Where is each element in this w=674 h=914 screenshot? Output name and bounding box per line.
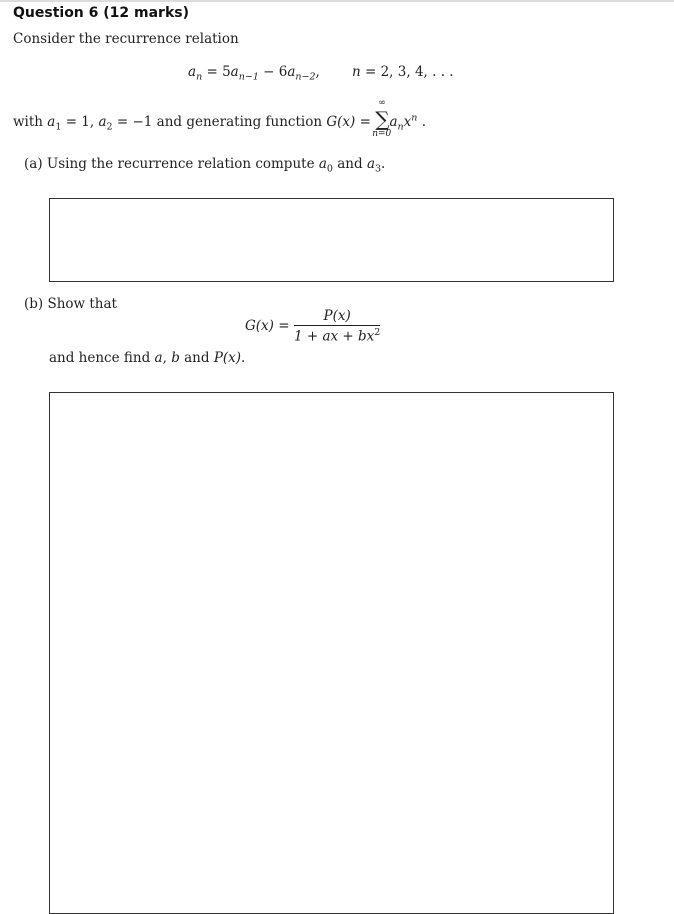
a1-value: = 1, bbox=[61, 114, 99, 130]
a3-sub: 3 bbox=[375, 163, 382, 175]
a0-var: a bbox=[318, 156, 327, 172]
range-values: = 2, 3, 4, . . . bbox=[360, 64, 454, 80]
summation bbox=[372, 98, 392, 139]
sum-term-sub: n bbox=[397, 121, 404, 133]
rec-minus: − 6 bbox=[258, 64, 288, 80]
answer-box-part-b[interactable] bbox=[49, 392, 614, 914]
with-text: with bbox=[13, 114, 48, 130]
fraction-numerator bbox=[294, 308, 380, 326]
sigma-symbol: ∑ bbox=[375, 107, 390, 131]
generating-function-name: G(x) bbox=[326, 114, 356, 130]
rec-term1-sub: n−1 bbox=[238, 71, 259, 83]
gen-equals: = bbox=[355, 114, 376, 130]
part-a-label: (a) Using the recurrence relation compute bbox=[24, 156, 319, 172]
fraction-denominator bbox=[294, 326, 380, 345]
sum-term-exp: n bbox=[411, 112, 418, 124]
rec-term2-var: a bbox=[287, 64, 296, 80]
part-a-prompt bbox=[24, 156, 385, 175]
hence-b: b bbox=[171, 350, 180, 366]
a2-var: a bbox=[98, 114, 107, 130]
intro-text: Consider the recurrence relation bbox=[13, 31, 239, 47]
a2-value: = −1 and generating function bbox=[112, 114, 327, 130]
a3-var: a bbox=[366, 156, 375, 172]
rec-lhs-var: a bbox=[188, 64, 197, 80]
rec-term1-var: a bbox=[230, 64, 239, 80]
hence-p: P(x) bbox=[213, 350, 242, 366]
rec-equals: = 5 bbox=[202, 64, 231, 80]
sum-term-x: x bbox=[403, 114, 412, 130]
part-b-prompt: (b) Show that bbox=[24, 296, 117, 312]
a0-sub: 0 bbox=[326, 163, 333, 175]
sum-term-var: a bbox=[389, 114, 398, 130]
hence-comma: , bbox=[162, 350, 172, 366]
rec-lhs-sub: n bbox=[196, 71, 203, 83]
hence-a: a bbox=[154, 350, 163, 366]
a1-sub: 1 bbox=[55, 121, 62, 133]
recurrence-range bbox=[352, 64, 454, 80]
hence-and: and bbox=[179, 350, 214, 366]
top-rule bbox=[0, 0, 674, 2]
hence-prefix: and hence find bbox=[49, 350, 155, 366]
part-a-and: and bbox=[332, 156, 367, 172]
part-b-lhs bbox=[245, 318, 290, 334]
numerator-text: P(x) bbox=[323, 308, 351, 324]
sum-lower-limit: n=0 bbox=[372, 129, 392, 139]
a1-var: a bbox=[47, 114, 56, 130]
question-heading: Question 6 (12 marks) bbox=[13, 5, 189, 21]
hence-end: . bbox=[241, 350, 246, 366]
part-a-end: . bbox=[381, 156, 386, 172]
range-var: n bbox=[352, 64, 361, 80]
part-b-fraction bbox=[294, 308, 380, 345]
part-b-gx: G(x) = bbox=[245, 318, 290, 334]
denominator-exponent: 2 bbox=[374, 327, 381, 338]
recurrence-equation bbox=[188, 64, 320, 83]
denominator-text: 1 + ax + bx bbox=[294, 328, 375, 345]
a2-sub: 2 bbox=[106, 121, 113, 133]
initial-conditions bbox=[13, 98, 427, 139]
sum-period: . bbox=[417, 114, 427, 130]
sum-upper-limit: ∞ bbox=[378, 98, 386, 108]
rec-term2-sub: n−2 bbox=[295, 71, 316, 83]
rec-tail: , bbox=[315, 64, 320, 80]
part-b-hence bbox=[49, 350, 245, 366]
answer-box-part-a[interactable] bbox=[49, 198, 614, 282]
